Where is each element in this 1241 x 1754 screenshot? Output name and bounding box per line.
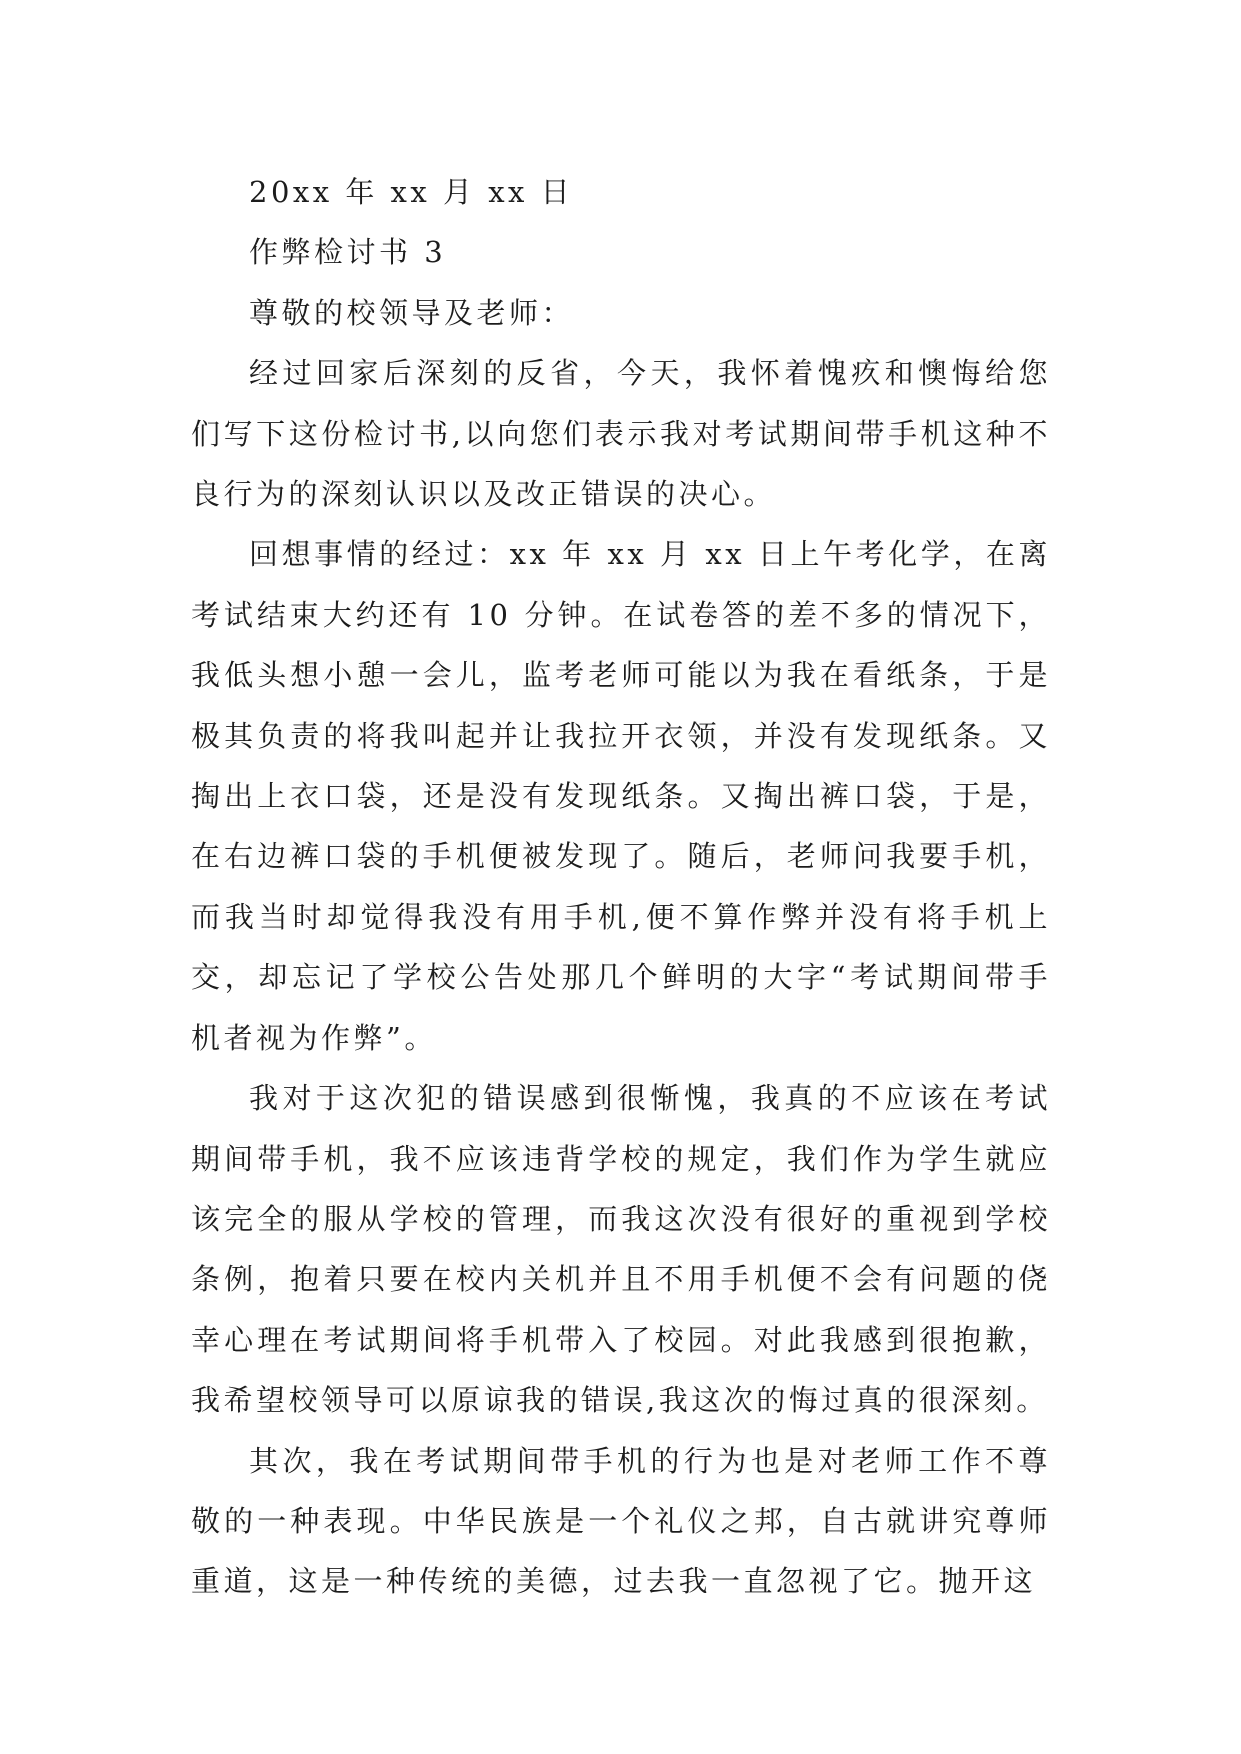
paragraph: 其次，我在考试期间带手机的行为也是对老师工作不尊敬的一种表现。中华民族是一个礼仪之邦，自古就讲究尊师重道，这是一种传统的美德，过去我一直忽视了它。抛开这 [191, 1443, 1051, 1599]
paragraph: 我对于这次犯的错误感到很惭愧，我真的不应该在考试期间带手机，我不应该违背学校的规定，我们作为学生就应该完全的服从学校的管理，而我这次没有很好的重视到学校条例，抱着只要在校内关机并且不用手机便不会有问题的侥幸心理在考试期间将手机带入了校园。对此我感到很抱歉，我希望校领导可以原谅我的错误,我这次的悔过真的很深刻。 [191, 1081, 1051, 1418]
paragraph: 回想事情的经过：xx 年 xx 月 xx 日上午考化学，在离考试结束大约还有 10 分钟。在试卷答的差不多的情况下，我低头想小憩一会儿，监考老师可能以为我在看纸条，于是极其负责的将我叫起并让我拉开衣领，并没有发现纸条。又掏出上衣口袋，还是没有发现纸条。又掏出裤口袋，于是，在右边裤口袋的手机便被发现了。随后，老师问我要手机，而我当时却觉得我没有用手机,便不算作弊并没有将手机上交，却忘记了学校公告处那几个鲜明的大字“考试期间带手机者视为作弊”。 [191, 537, 1051, 1055]
paragraph: 经过回家后深刻的反省，今天，我怀着愧疚和懊悔给您们写下这份检讨书,以向您们表示我对考试期间带手机这种不良行为的深刻认识以及改正错误的决心。 [191, 356, 1051, 512]
date-line: 20xx 年 xx 月 xx 日 [249, 175, 574, 209]
document-title: 作弊检讨书 3 [249, 235, 447, 270]
salutation: 尊敬的校领导及老师： [249, 295, 575, 330]
document-body [191, 162, 1051, 1612]
